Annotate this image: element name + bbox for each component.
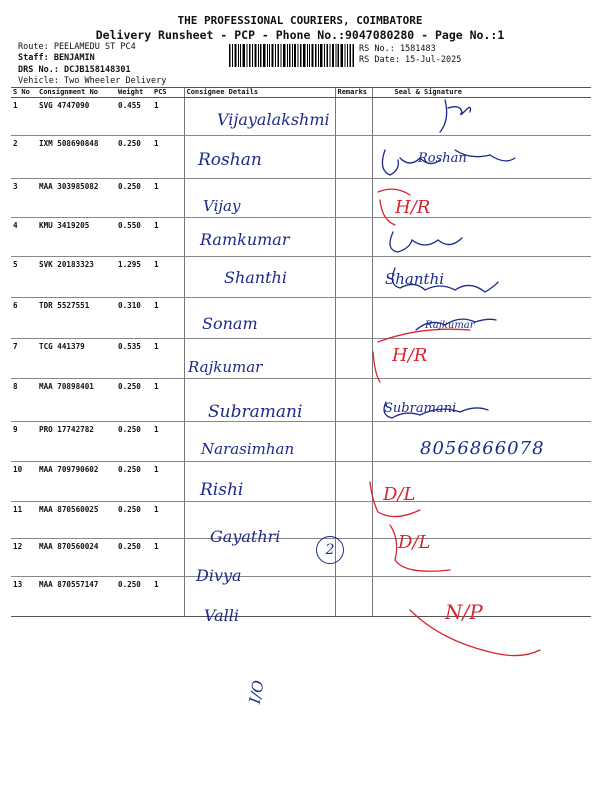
row-consignment-no: TDR 5527551 — [37, 298, 116, 339]
row-weight: 0.535 — [116, 339, 152, 379]
row-pcs: 1 — [152, 577, 184, 617]
row-sno: 3 — [11, 179, 37, 218]
row-pcs: 1 — [152, 298, 184, 339]
handwritten-name: Divya — [196, 566, 242, 585]
col-header-sno: S No — [11, 88, 37, 98]
handwritten-name: Shanthi — [224, 268, 287, 287]
handwritten-name: Subramani — [208, 402, 303, 422]
signature-text: Rajkumar — [425, 320, 475, 331]
rs-number: RS No.: 1581483 — [359, 44, 436, 54]
col-header-weight: Weight — [116, 88, 152, 98]
handwritten-name: Rishi — [200, 480, 244, 500]
row-weight: 0.250 — [116, 577, 152, 617]
row-consignment-no: TCG 441379 — [37, 339, 116, 379]
handwritten-name: Vijayalakshmi — [217, 110, 330, 129]
col-header-consignment: Consignment No — [37, 88, 116, 98]
row-sno: 1 — [11, 98, 37, 136]
row-sno: 11 — [11, 502, 37, 539]
col-header-remarks: Remarks — [335, 88, 372, 98]
row-sno: 6 — [11, 298, 37, 339]
row-pcs: 1 — [152, 179, 184, 218]
row-consignment-no: IXM 508690848 — [37, 136, 116, 179]
row-consignment-no: MAA 870560025 — [37, 502, 116, 539]
row-consignment-no: MAA 870560024 — [37, 539, 116, 577]
signature-text: Roshan — [418, 151, 467, 166]
col-header-seal: Seal & Signature — [372, 88, 591, 98]
row-pcs: 1 — [152, 462, 184, 502]
signature-text: Subramani — [384, 401, 457, 416]
row-consignment-no: MAA 70898401 — [37, 379, 116, 422]
vehicle-label: Vehicle: Two Wheeler Delivery — [18, 76, 167, 86]
row-sno: 9 — [11, 422, 37, 462]
drs-number: DRS No.: DCJB158148301 — [18, 65, 131, 75]
remark-d-l: D/L — [383, 484, 416, 505]
handwritten-name: Roshan — [198, 150, 262, 170]
document-title: Delivery Runsheet - PCP - Phone No.:9047080280 - Page No.:1 — [95, 28, 505, 42]
row-sno: 5 — [11, 257, 37, 298]
row-consignment-no: SVK 20183323 — [37, 257, 116, 298]
handwritten-name: Vijay — [203, 197, 241, 215]
row-consignment-no: MAA 870557147 — [37, 577, 116, 617]
row-sno: 10 — [11, 462, 37, 502]
bottom-note: I/O — [245, 678, 268, 706]
remark-h-r: H/R — [395, 197, 431, 218]
row-weight: 0.250 — [116, 422, 152, 462]
handwritten-phone: 8056866078 — [420, 438, 545, 459]
row-weight: 0.550 — [116, 218, 152, 257]
row-pcs: 1 — [152, 98, 184, 136]
handwritten-name: Narasimhan — [201, 440, 295, 458]
row-consignment-no: MAA 303985082 — [37, 179, 116, 218]
col-header-pcs: PCS — [152, 88, 184, 98]
row-consignment-no: MAA 709790602 — [37, 462, 116, 502]
row-consignment-no: KMU 3419205 — [37, 218, 116, 257]
circled-count: 2 — [316, 536, 344, 564]
signature-text: Shanthi — [385, 270, 445, 288]
row-consignment-no: PRO 17742782 — [37, 422, 116, 462]
remark-h-r: H/R — [392, 345, 428, 366]
row-pcs: 1 — [152, 379, 184, 422]
handwritten-name: Rajkumar — [188, 358, 263, 376]
row-weight: 0.250 — [116, 379, 152, 422]
handwritten-name: Ramkumar — [200, 230, 290, 249]
row-weight: 0.250 — [116, 539, 152, 577]
row-sno: 2 — [11, 136, 37, 179]
row-weight: 0.250 — [116, 502, 152, 539]
remark-d-l: D/L — [398, 532, 431, 553]
row-weight: 0.310 — [116, 298, 152, 339]
handwritten-name: Gayathri — [210, 527, 281, 546]
row-consignment-no: SVG 4747090 — [37, 98, 116, 136]
row-sno: 13 — [11, 577, 37, 617]
row-sno: 8 — [11, 379, 37, 422]
row-pcs: 1 — [152, 257, 184, 298]
rs-date: RS Date: 15-Jul-2025 — [359, 55, 462, 65]
row-pcs: 1 — [152, 422, 184, 462]
row-sno: 4 — [11, 218, 37, 257]
row-weight: 1.295 — [116, 257, 152, 298]
company-name: THE PROFESSIONAL COURIERS, COIMBATORE — [177, 14, 423, 27]
row-weight: 0.250 — [116, 462, 152, 502]
route-label: Route: PEELAMEDU ST PC4 — [18, 42, 136, 52]
row-pcs: 1 — [152, 136, 184, 179]
row-pcs: 1 — [152, 339, 184, 379]
staff-label: Staff: BENJAMIN — [18, 53, 95, 63]
handwritten-name: Sonam — [202, 314, 258, 333]
row-sno: 12 — [11, 539, 37, 577]
remark-n-p: N/P — [445, 600, 483, 624]
handwritten-name: Valli — [204, 606, 239, 625]
row-weight: 0.250 — [116, 136, 152, 179]
row-pcs: 1 — [152, 502, 184, 539]
row-pcs: 1 — [152, 218, 184, 257]
row-sno: 7 — [11, 339, 37, 379]
row-pcs: 1 — [152, 539, 184, 577]
row-weight: 0.250 — [116, 179, 152, 218]
col-header-consignee: Consignee Details — [184, 88, 335, 98]
row-weight: 0.455 — [116, 98, 152, 136]
